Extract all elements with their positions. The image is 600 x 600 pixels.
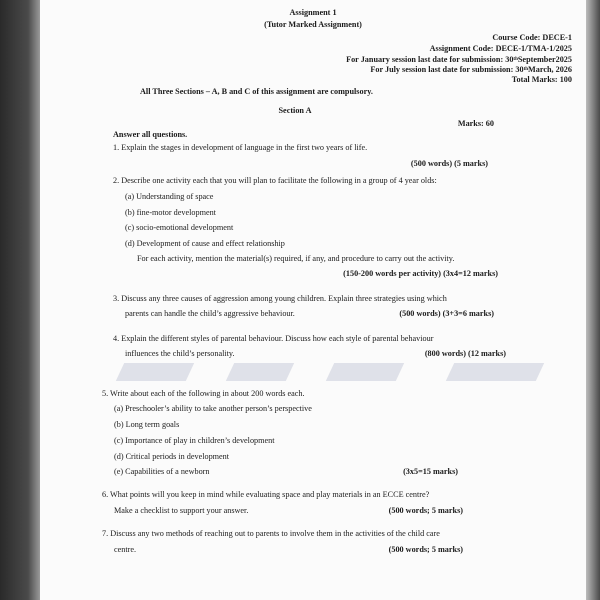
question-2-marks: (150-200 words per activity) (3x4=12 marks) — [343, 269, 498, 278]
section-title: Section A — [278, 106, 312, 115]
question-7-line-2: centre. — [114, 545, 137, 554]
question-5-item-a: (a) Preschooler’s ability to take another person’s perspective — [114, 404, 312, 413]
question-2-item-d: (d) Development of cause and effect relationship — [125, 239, 285, 248]
question-3-line-2: parents can handle the child’s aggressive behaviour. — [125, 309, 295, 318]
compulsory-instruction: All Three Sections – A, B and C of this assignment are compulsory. — [140, 87, 373, 96]
course-code: Course Code: DECE-1 — [492, 33, 572, 42]
question-5: 5. Write about each of the following in about 200 words each. — [102, 389, 305, 398]
photo-edge-right — [586, 0, 600, 600]
question-2: 2. Describe one activity each that you will plan to facilitate the following in a group of 4 year olds: — [113, 176, 437, 185]
question-5-item-d: (d) Critical periods in development — [114, 452, 230, 461]
question-7-marks: (500 words; 5 marks) — [388, 545, 463, 554]
question-6-line-1: 6. What points will you keep in mind while evaluating space and play materials in an ECCE centre? — [102, 490, 430, 499]
question-1-marks: (500 words) (5 marks) — [410, 159, 488, 168]
question-5-marks: (3x5=15 marks) — [403, 467, 458, 476]
assignment-subtitle: (Tutor Marked Assignment) — [264, 20, 362, 29]
question-4-line-2: influences the child’s personality. — [125, 349, 235, 358]
question-6-line-2: Make a checklist to support your answer. — [114, 506, 249, 515]
question-2-note: For each activity, mention the material(s) required, if any, and procedure to carry out the activity. — [137, 254, 455, 263]
watermark-bleed-through — [120, 363, 550, 381]
question-2-item-c: (c) socio-emotional development — [125, 223, 234, 232]
question-2-item-b: (b) fine-motor development — [125, 208, 216, 217]
question-3-marks: (500 words) (3+3=6 marks) — [399, 309, 494, 318]
section-marks: Marks: 60 — [457, 119, 494, 128]
assignment-code: Assignment Code: DECE-1/TMA-1/2025 — [429, 44, 572, 53]
july-deadline: For July session last date for submission: 30thMarch, 2026 — [370, 65, 572, 74]
question-5-item-c: (c) Importance of play in children’s development — [114, 436, 275, 445]
question-4-marks: (800 words) (12 marks) — [424, 349, 506, 358]
question-7-line-1: 7. Discuss any two methods of reaching out to parents to involve them in the activities of the child care — [102, 529, 440, 538]
answer-all-instruction: Answer all questions. — [113, 130, 188, 139]
question-1: 1. Explain the stages in development of language in the first two years of life. — [113, 143, 368, 152]
question-4-line-1: 4. Explain the different styles of parental behaviour. Discuss how each style of parental behaviour — [113, 334, 434, 343]
question-5-item-e: (e) Capabilities of a newborn — [114, 467, 210, 476]
total-marks: Total Marks: 100 — [511, 75, 572, 84]
question-6-marks: (500 words; 5 marks) — [388, 506, 463, 515]
assignment-page — [40, 0, 586, 600]
assignment-title: Assignment 1 — [289, 8, 337, 17]
january-deadline: For January session last date for submission: 30thSeptember2025 — [346, 55, 572, 64]
question-5-item-b: (b) Long term goals — [114, 420, 180, 429]
photo-edge-left — [0, 0, 40, 600]
question-3-line-1: 3. Discuss any three causes of aggression among young children. Explain three strategies using which — [113, 294, 447, 303]
question-2-item-a: (a) Understanding of space — [125, 192, 214, 201]
